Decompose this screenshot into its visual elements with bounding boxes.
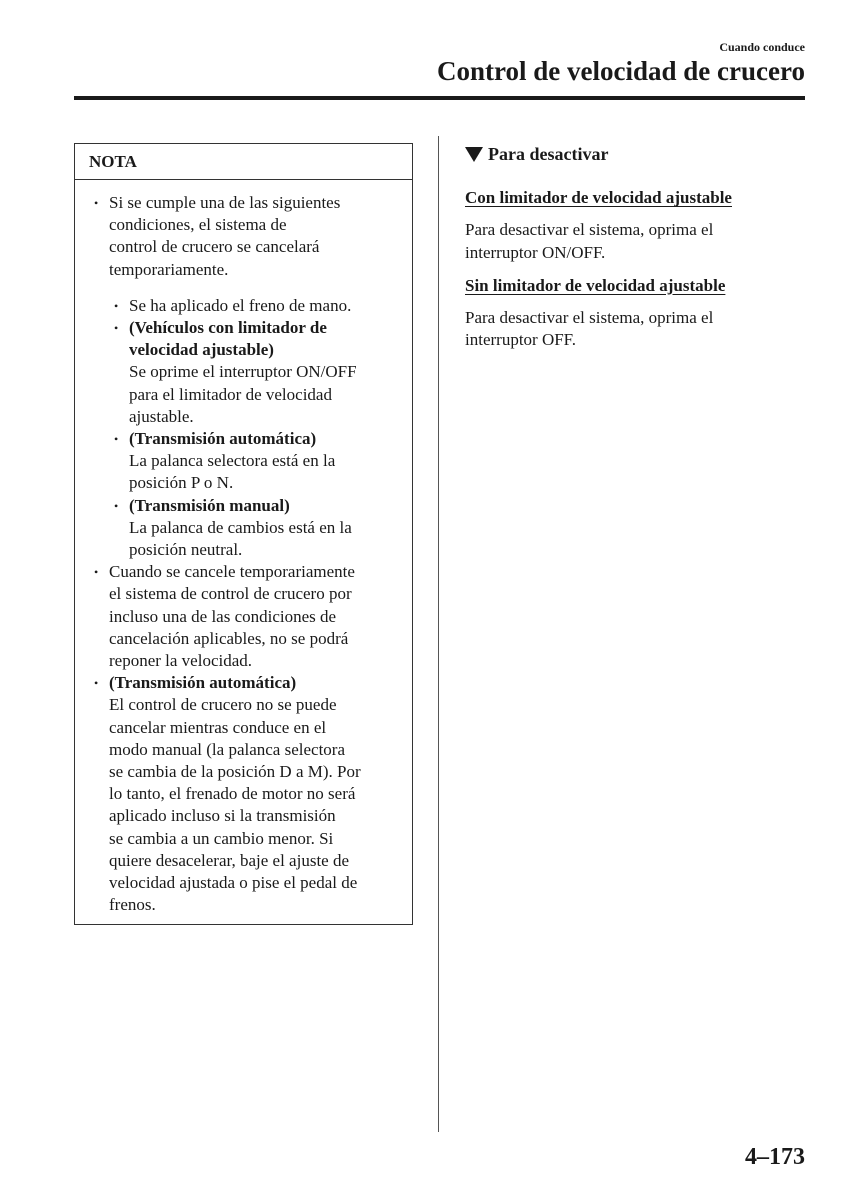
note-bullet-list xyxy=(89,192,402,917)
section-title-text: Para desactivar xyxy=(488,144,609,164)
text-line: incluso una de las condiciones de xyxy=(109,606,337,626)
text-line: • (Transmisión manual) xyxy=(129,495,290,515)
triangle-down-icon xyxy=(465,147,483,162)
text-line: ajustable. xyxy=(129,406,194,426)
list-item xyxy=(89,192,402,561)
text-line: interruptor ON/OFF. xyxy=(465,242,606,262)
header-rule xyxy=(74,96,805,100)
condition-sublist xyxy=(109,295,402,561)
text-line: • Se ha aplicado el freno de mano. xyxy=(129,295,352,315)
without-limiter-text xyxy=(465,307,795,351)
note-heading: NOTA xyxy=(75,144,412,180)
column-divider xyxy=(438,136,439,1132)
text-line: condiciones, el sistema de xyxy=(109,215,287,235)
text-line: se cambia de la posición D a M). Por xyxy=(109,762,361,782)
text-line: modo manual (la palanca selectora xyxy=(109,739,345,759)
text-line: se cambia a un cambio menor. Si xyxy=(109,828,334,848)
text-line: • Cuando se cancele temporariamente xyxy=(109,562,355,582)
text-line: frenos. xyxy=(109,895,156,915)
text-line: velocidad ajustada o pise el pedal de xyxy=(109,873,358,893)
text-line: control de crucero se cancelará xyxy=(109,237,320,257)
list-item xyxy=(109,295,402,317)
note-body xyxy=(75,180,412,917)
text-line: posición neutral. xyxy=(129,540,243,560)
text-line: para el limitador de velocidad xyxy=(129,384,332,404)
text-line: aplicado incluso si la transmisión xyxy=(109,806,336,826)
deactivate-section xyxy=(465,143,795,362)
without-limiter-heading: Sin limitador de velocidad ajustable xyxy=(465,275,726,295)
text-line: • Si se cumple una de las siguientes xyxy=(109,193,341,212)
page-number: 4–173 xyxy=(745,1144,805,1170)
note-box xyxy=(74,143,413,925)
text-line: posición P o N. xyxy=(129,473,234,493)
list-item xyxy=(109,428,402,495)
text-line: cancelar mientras conduce en el xyxy=(109,717,327,737)
text-line: temporariamente. xyxy=(109,259,229,279)
text-line: • (Transmisión automática) xyxy=(109,673,297,693)
text-line: Para desactivar el sistema, oprima el xyxy=(465,220,714,240)
text-line: La palanca selectora está en la xyxy=(129,451,336,471)
text-line: El control de crucero no se puede xyxy=(109,695,337,715)
text-line: reponer la velocidad. xyxy=(109,651,253,671)
list-item xyxy=(109,317,402,428)
text-line: La palanca de cambios está en la xyxy=(129,517,352,537)
list-item xyxy=(109,495,402,562)
section-label: Cuando conduce xyxy=(719,40,805,54)
text-line: el sistema de control de crucero por xyxy=(109,584,352,604)
text-line: quiere desacelerar, baje el ajuste de xyxy=(109,850,350,870)
text-line: • (Transmisión automática) xyxy=(129,429,317,449)
list-item xyxy=(89,561,402,672)
text-line: interruptor OFF. xyxy=(465,330,577,350)
list-item xyxy=(89,672,402,916)
with-limiter-heading: Con limitador de velocidad ajustable xyxy=(465,188,732,208)
text-line: cancelación aplicables, no se podrá xyxy=(109,628,349,648)
with-limiter-text xyxy=(465,219,795,263)
text-line: lo tanto, el frenado de motor no será xyxy=(109,784,356,804)
section-title xyxy=(465,143,795,165)
text-line: • (Vehículos con limitador de xyxy=(129,318,327,338)
text-line: Se oprime el interruptor ON/OFF xyxy=(129,362,357,382)
page-title: Control de velocidad de crucero xyxy=(437,56,805,86)
text-line: velocidad ajustable) xyxy=(129,340,274,360)
text-line: Para desactivar el sistema, oprima el xyxy=(465,308,714,328)
